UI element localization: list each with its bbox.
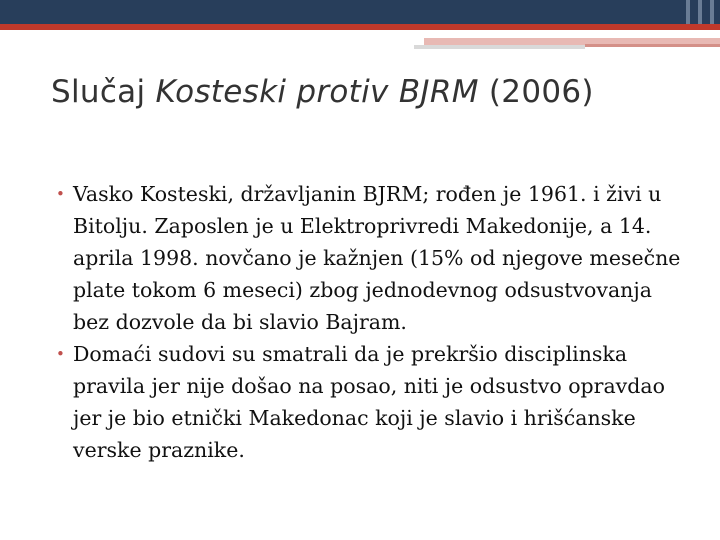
header-red-line xyxy=(0,24,720,30)
title-prefix: Slučaj xyxy=(51,74,156,110)
header-dark-bar xyxy=(0,0,720,24)
title-case-name: Kosteski protiv BJRM xyxy=(155,74,479,110)
title-year: (2006) xyxy=(478,74,594,110)
bullet-item xyxy=(56,338,686,466)
bullet-item xyxy=(56,178,686,338)
bullet-text: Vasko Kosteski, državljanin BJRM; rođen je 1961. i živi u Bitolju. Zaposlen je u Elektroprivredi Makedonije, a 14. aprila 1998. novčano je kažnjen (15% od njegove mesečne plate tokom 6 meseci) zbog jednodevnog odsustvovanja bez dozvole da bi slavio Bajram. xyxy=(73,182,681,334)
bullet-icon: • xyxy=(56,345,65,363)
header-stripe xyxy=(686,0,690,24)
slide-title xyxy=(51,74,691,110)
bullet-list xyxy=(56,178,686,466)
header-stripe xyxy=(710,0,714,24)
header-grey-line xyxy=(414,45,585,49)
bullet-text: Domaći sudovi su smatrali da je prekršio disciplinska pravila jer nije došao na posao, niti je odsustvo opravdao jer je bio etnički Makedonac koji je slavio i hrišćanske verske praznike. xyxy=(73,342,665,462)
header-red-accent-thin xyxy=(585,44,720,47)
header-stripe xyxy=(698,0,702,24)
bullet-icon: • xyxy=(56,185,65,203)
